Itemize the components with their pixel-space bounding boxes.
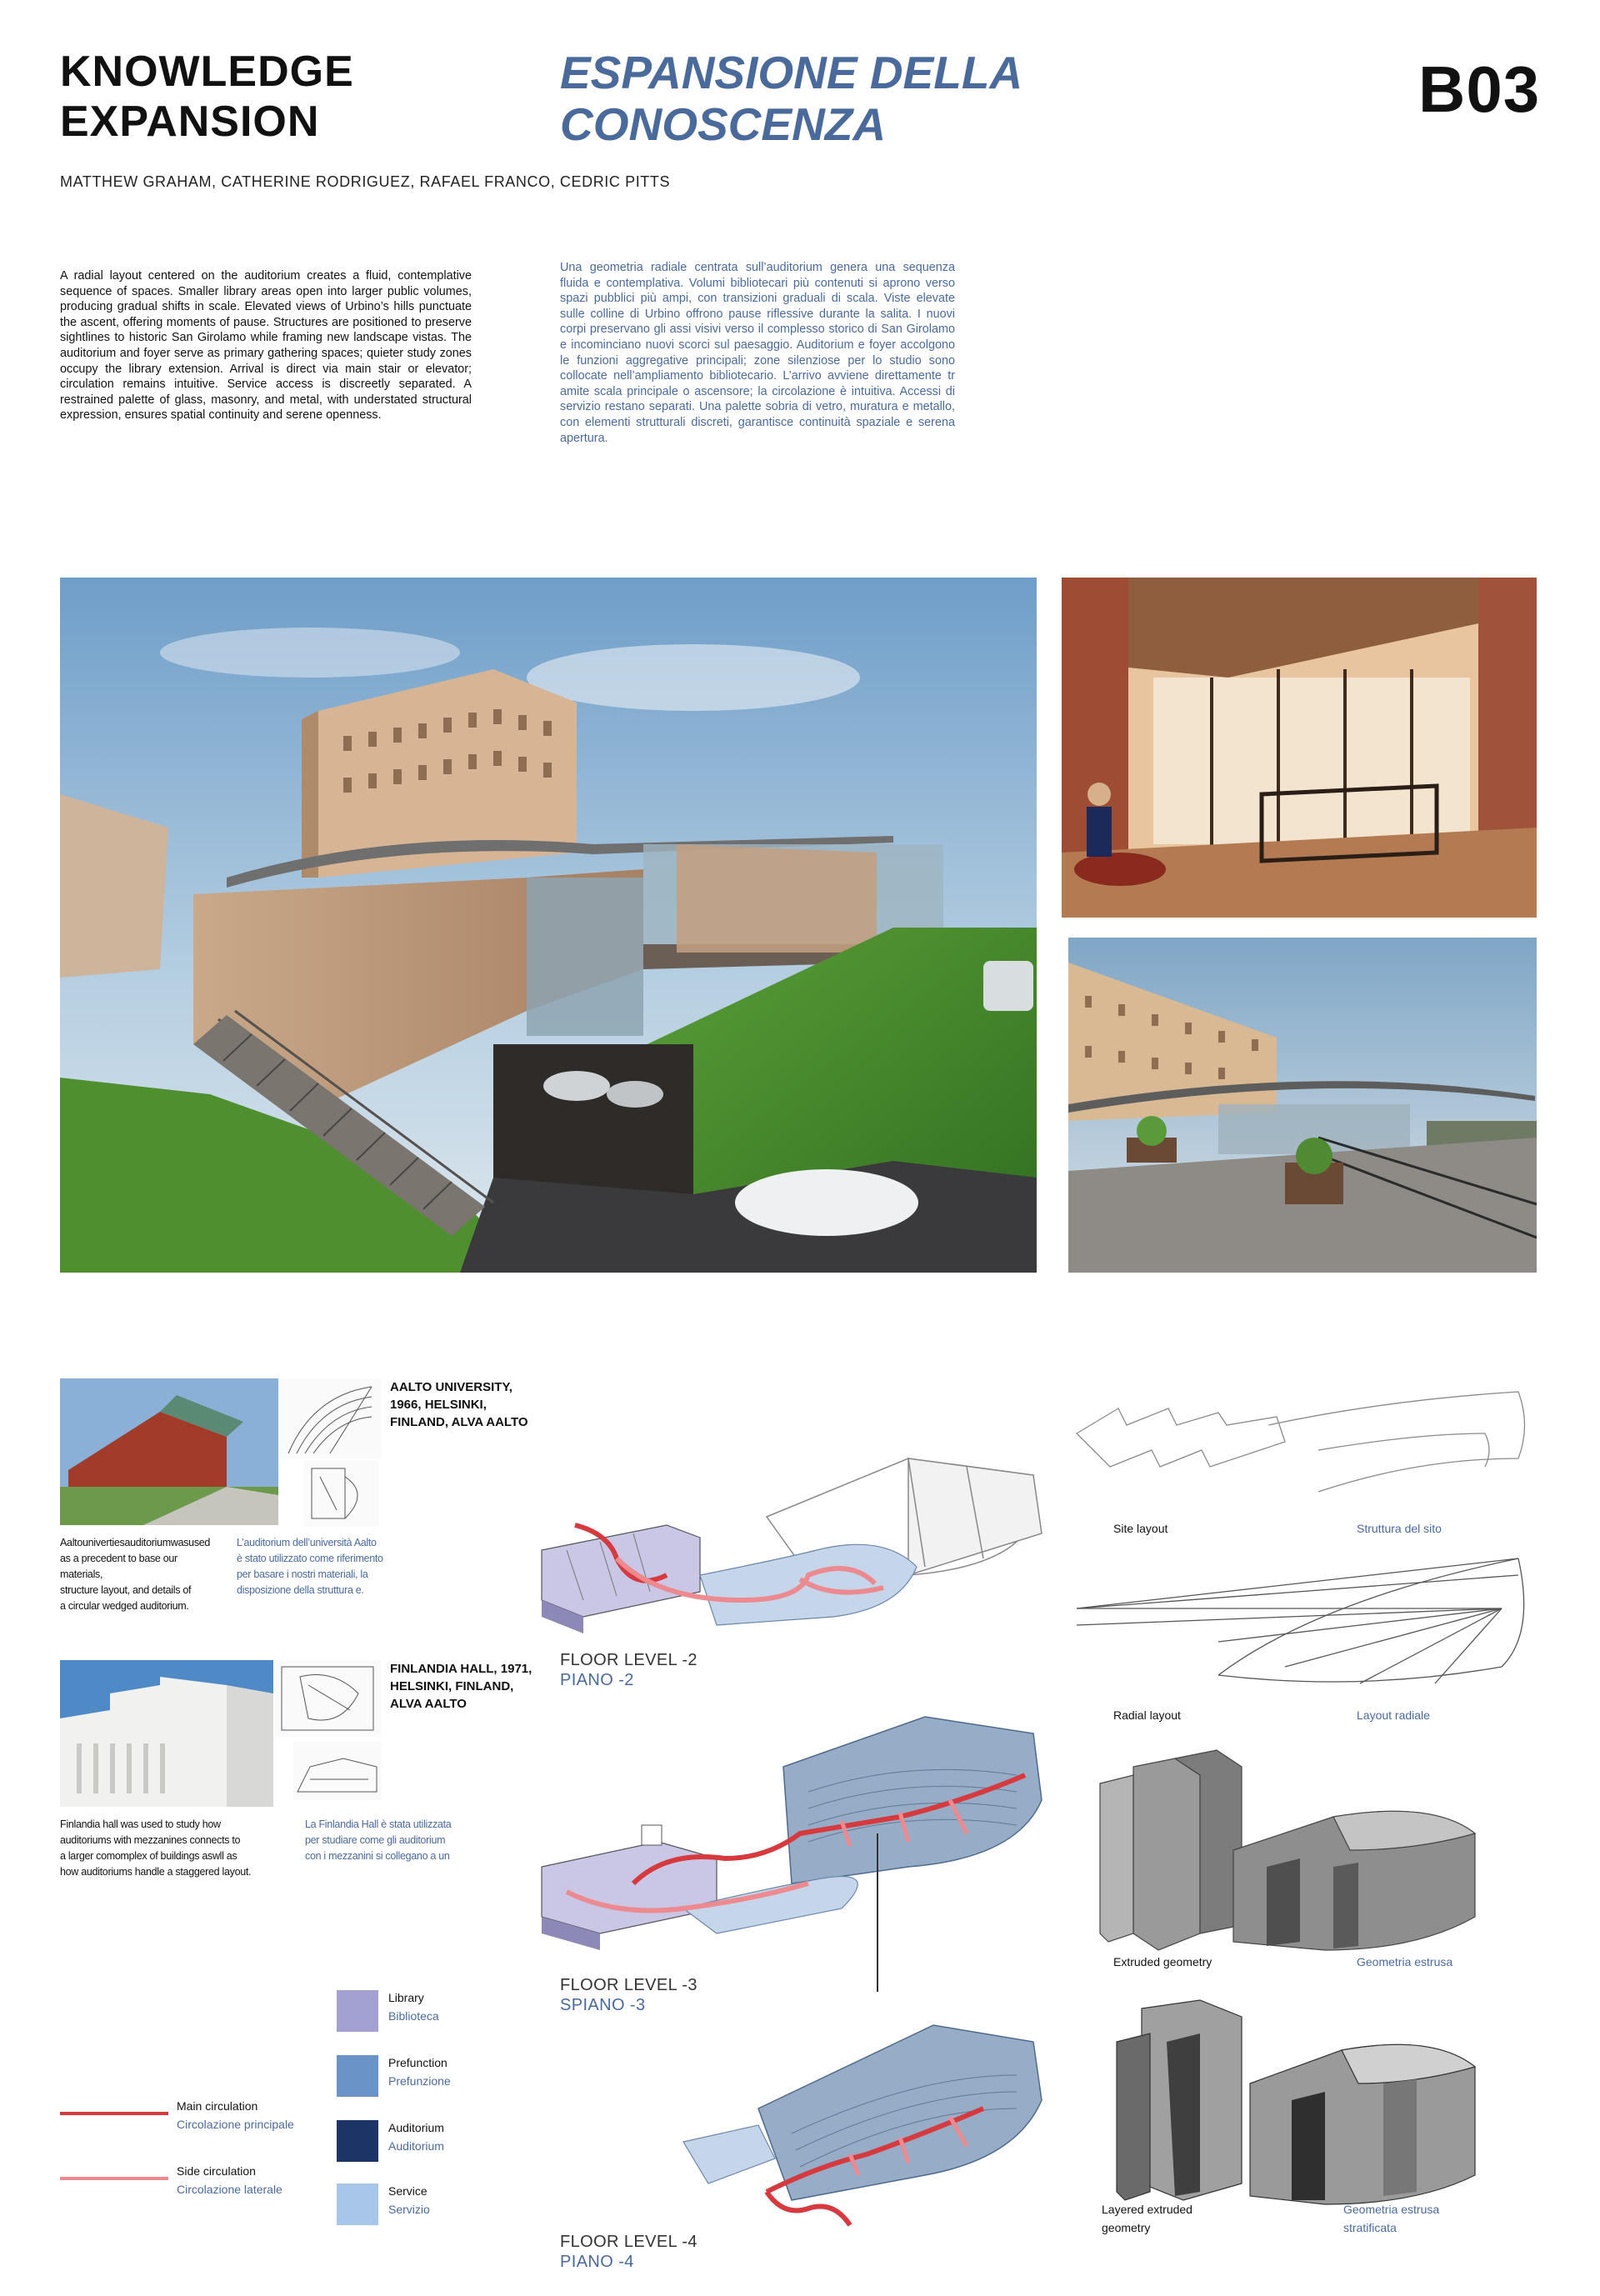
aalto-it-line2: è stato utilizzato come riferimento xyxy=(237,1553,383,1564)
auditorium-label: Auditorium xyxy=(388,2121,444,2134)
layered-extruded-label-it-line2: stratificata xyxy=(1343,2221,1397,2234)
finlandia-title-line2: HELSINKI, FINLAND, xyxy=(390,1679,514,1693)
floor-minus4-axonometric xyxy=(650,2008,1050,2233)
finlandia-en-line1: Finlandia hall was used to study how xyxy=(60,1818,221,1830)
finlandia-caption-en xyxy=(60,1817,260,1880)
terrace-render xyxy=(1068,938,1537,1273)
floor-minus3-axonometric xyxy=(533,1700,1050,1975)
aalto-en-line1: Aaltounivertiesauditoriumwasused xyxy=(60,1537,211,1548)
aalto-university-photo xyxy=(60,1378,278,1525)
finlandia-title-line3: ALVA AALTO xyxy=(390,1697,467,1711)
floor-minus2-label xyxy=(560,1650,698,1690)
interior-foyer-render xyxy=(1062,578,1537,918)
prefunction-label-it: Prefunzione xyxy=(388,2074,451,2088)
extruded-geometry-label-it: Geometria estrusa xyxy=(1357,1955,1453,1968)
finlandia-hall-photo xyxy=(60,1660,273,1807)
floor-minus3-en: FLOOR LEVEL -3 xyxy=(560,1976,698,1994)
side-circulation-swatch xyxy=(60,2177,168,2180)
aalto-precedent-title xyxy=(390,1378,528,1431)
prefunction-swatch xyxy=(337,2055,378,2097)
aalto-caption-en xyxy=(60,1535,212,1614)
layered-extruded-label-line1: Layered extruded xyxy=(1102,2203,1192,2216)
description-english: A radial layout centered on the auditorium creates a fluid, contemplative sequence of spaces. Smaller library areas open into larger public volumes, producing gradual shifts in scale. Elevated views of Urbino’s hills punctuate the ascent, offering moments of pause. Structures are positioned to preserve sightlines to historic San Girolamo while framing new landscape vistas. The auditorium and foyer serve as primary gathering spaces; quieter study zones occupy the library extension. Arrival is direct via main stair or elevator; circulation remains intuitive. Service access is discreetly separated. A restrained palette of glass, masonry, and metal, with understated structural expression, ensures spatial continuity and serene openness. xyxy=(60,269,472,423)
aalto-en-line2: as a precedent to base our materials, xyxy=(60,1553,178,1580)
aalto-en-line3: structure layout, and details of xyxy=(60,1584,192,1596)
authors: MATTHEW GRAHAM, CATHERINE RODRIGUEZ, RAFAEL FRANCO, CEDRIC PITTS xyxy=(60,173,671,190)
floor-minus3-it: SPIANO -3 xyxy=(560,1996,646,2014)
aalto-title-line1: AALTO UNIVERSITY, xyxy=(390,1380,512,1394)
finlandia-caption-it xyxy=(305,1817,455,1864)
aalto-it-line3: per basare i nostri materiali, la xyxy=(237,1568,368,1580)
title-it-line1: ESPANSIONE DELLA xyxy=(560,47,1023,98)
board-code: B03 xyxy=(1418,53,1541,126)
layered-extruded-label-it xyxy=(1343,2200,1439,2237)
auditorium-swatch xyxy=(337,2120,378,2162)
aalto-title-line2: 1966, HELSINKI, xyxy=(390,1398,487,1412)
description-italian: Una geometria radiale centrata sull’auditorium genera una sequenza fluida e contemplativa. Volumi bibliotecari più contenuti si aprono verso spazi pubblici più ampi, con transizioni graduali di scala. Viste elevate sulle colline di Urbino offrono pause riflessive durante la salita. I nuovi corpi preservano gli assi visivi verso il complesso storico di San Girolamo e incominciano nuovi scorci sul paesaggio. Auditorium e foyer accolgono le funzioni aggregative principali; zone silenziose per lo studio sono collocate nell’ampliamento bibliotecario. L’arrivo avviene direttamente tr amite scala principale o ascensore; la circolazione è intuitiva. Accessi di servizio restano separati. Una palette sobria di vetro, muratura e metallo, con elementi strutturali discreti, garantisce continuità spaziale e serena apertura. xyxy=(560,261,955,445)
site-layout-label: Site layout xyxy=(1113,1522,1168,1535)
radial-layout-label-it: Layout radiale xyxy=(1357,1708,1430,1722)
side-circulation-label-it: Circolazione laterale xyxy=(177,2183,282,2196)
finlandia-title-line1: FINLANDIA HALL, 1971, xyxy=(390,1662,532,1676)
floor-minus2-en: FLOOR LEVEL -2 xyxy=(560,1651,698,1669)
aalto-caption-it xyxy=(237,1535,387,1598)
aalto-it-line1: L’auditorium dell’università Aalto xyxy=(237,1537,377,1548)
title-it-line2: CONOSCENZA xyxy=(560,98,887,150)
extruded-geometry-label: Extruded geometry xyxy=(1113,1955,1212,1968)
title-italian xyxy=(560,47,1022,150)
library-label-it: Biblioteca xyxy=(388,2009,439,2023)
aalto-plan-sketch xyxy=(280,1378,382,1458)
site-layout-diagram xyxy=(1068,1375,1537,1515)
aalto-en-line4: a circular wedged auditorium. xyxy=(60,1600,189,1612)
main-circulation-label-it: Circolazione principale xyxy=(177,2118,294,2131)
floor-minus4-en: FLOOR LEVEL -4 xyxy=(560,2233,698,2251)
site-layout-label-it: Struttura del sito xyxy=(1357,1522,1442,1535)
service-label-it: Servizio xyxy=(388,2203,430,2216)
library-swatch xyxy=(337,1990,378,2032)
aalto-title-line3: FINLAND, ALVA AALTO xyxy=(390,1415,528,1429)
main-circulation-label: Main circulation xyxy=(177,2099,258,2113)
finlandia-en-line3: a larger comomplex of buildings aswll as xyxy=(60,1850,238,1862)
title-en-line2: EXPANSION xyxy=(60,98,320,146)
auditorium-label-it: Auditorium xyxy=(388,2139,444,2153)
library-label: Library xyxy=(388,1991,424,2004)
section-divider xyxy=(877,1833,878,1992)
finlandia-en-line2: auditoriums with mezzanines connects to xyxy=(60,1834,241,1846)
finlandia-en-line4: how auditoriums handle a staggered layout. xyxy=(60,1866,252,1878)
side-circulation-label: Side circulation xyxy=(177,2164,256,2178)
title-english xyxy=(60,47,354,147)
floor-minus2-axonometric xyxy=(533,1408,1050,1650)
floor-minus4-label xyxy=(560,2232,698,2272)
main-circulation-swatch xyxy=(60,2112,168,2115)
aalto-section-sketch xyxy=(303,1460,378,1527)
radial-layout-diagram xyxy=(1068,1550,1537,1692)
title-en-line1: KNOWLEDGE xyxy=(60,48,354,96)
radial-layout-label: Radial layout xyxy=(1113,1708,1181,1722)
finlandia-precedent-title xyxy=(390,1660,532,1713)
layered-extruded-label xyxy=(1102,2200,1192,2237)
finlandia-it-line3: con i mezzanini si collegano a un xyxy=(305,1850,450,1862)
extruded-geometry-diagram xyxy=(1083,1742,1517,1958)
finlandia-it-line1: La Finlandia Hall è stata utilizzata xyxy=(305,1818,452,1830)
finlandia-section-sketch xyxy=(293,1742,382,1800)
finlandia-plan-sketch xyxy=(275,1660,382,1737)
prefunction-label: Prefunction xyxy=(388,2056,448,2069)
floor-minus4-it: PIANO -4 xyxy=(560,2253,634,2271)
layered-extruded-label-it-line1: Geometria estrusa xyxy=(1343,2203,1440,2216)
aalto-it-line4: disposizione della struttura e. xyxy=(237,1584,364,1596)
layered-extruded-geometry-diagram xyxy=(1083,1992,1517,2208)
floor-minus2-it: PIANO -2 xyxy=(560,1671,634,1689)
main-exterior-render xyxy=(60,578,1037,1273)
layered-extruded-label-line2: geometry xyxy=(1102,2221,1151,2234)
service-swatch xyxy=(337,2183,378,2225)
finlandia-it-line2: per studiare come gli auditorium xyxy=(305,1834,446,1846)
service-label: Service xyxy=(388,2184,428,2198)
